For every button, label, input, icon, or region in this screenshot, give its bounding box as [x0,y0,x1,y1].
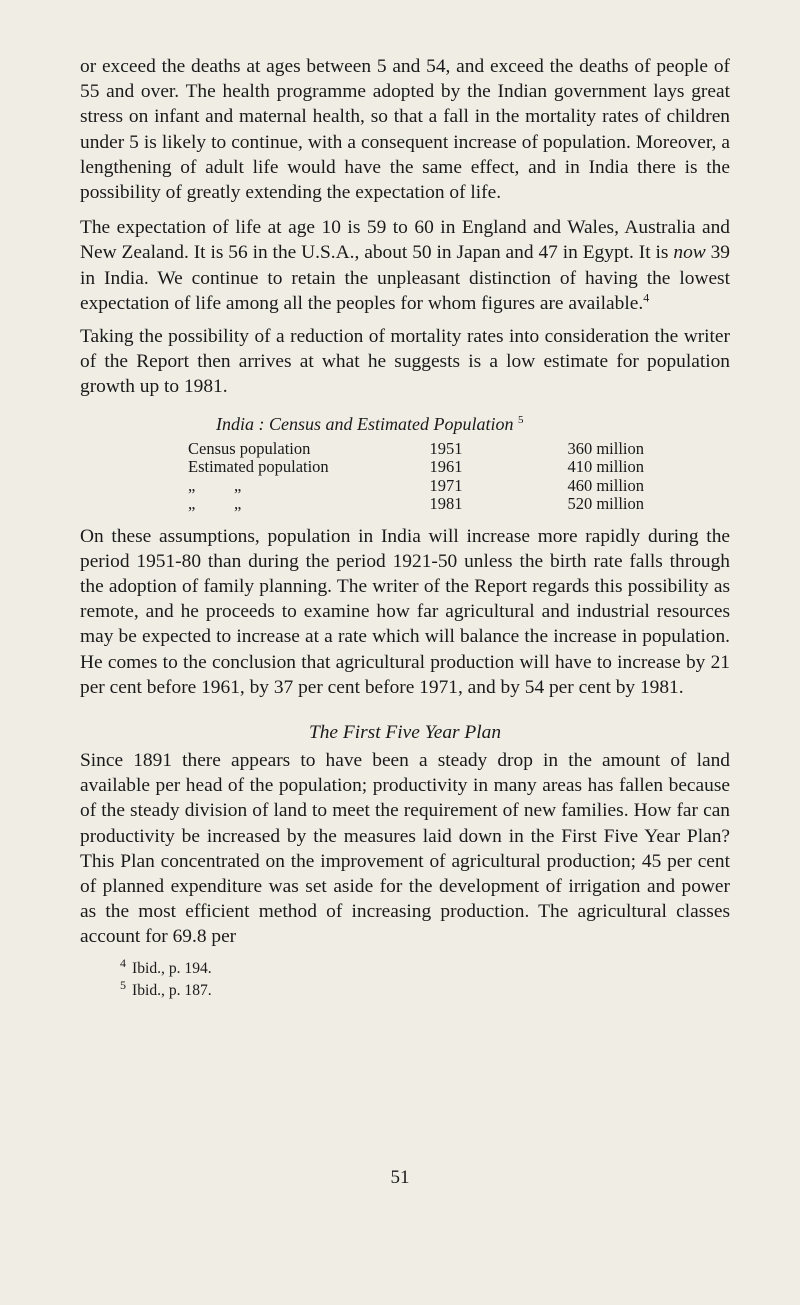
table-row-year: 1971 [429,475,463,495]
paragraph-2 [80,215,730,316]
paragraph-2-text-a: The expectation of life at age 10 is 59 to 60 in England and Wales, Australia and New Zealand. It is 56 in the U.S.A., about 50 in Japan and 47 in Egypt. It is [80,217,730,264]
table-row [80,495,730,514]
ditto-mark: „ [234,494,242,514]
footnote-number: 4 [120,955,126,970]
ditto-mark: „ [188,494,196,514]
table-row-label: Census population [188,438,311,458]
footnotes [80,955,730,1002]
footnote-ref-5: 5 [517,413,524,426]
footnote-number: 5 [120,977,126,992]
footnote-ref-4: 4 [643,290,650,305]
page-number: 51 [390,1167,410,1188]
table-title-text: India : Census and Estimated Population [216,413,514,434]
page-body [80,54,730,1002]
table-row-value: 460 million [567,475,644,495]
paragraph-1: or exceed the deaths at ages between 5 and 54, and exceed the deaths of people of 55 and over. The health programme adopted by the Indian government lays great stress on infant and maternal health, so that a fall in the mortality rates of children under 5 is likely to continue, with a consequent increase of population. Moreover, a lengthening of adult life would have the same effect, and in India there is the possibility of greatly extending the expectation of life. [80,56,730,204]
paragraph-5: Since 1891 there appears to have been a steady drop in the amount of land available per head of the population; productivity in many areas has fallen because of the steady division of land to meet the requirement of new families. How far can productivity be increased by the measures laid down in the First Five Year Plan? This Plan concentrated on the improvement of agricultural production; 45 per cent of planned expenditure was set aside for the development of irrigation and power as the most efficient method of increasing production. The agricultural classes account for 69.8 per [80,750,730,948]
ditto-mark: „ [234,475,242,495]
table-row-year: 1951 [429,438,463,458]
ditto-mark: „ [188,475,196,495]
table-row-label: Estimated population [188,457,329,477]
population-table [80,412,730,514]
table-row-value: 360 million [567,438,644,458]
footnote-item [120,977,730,1002]
footnote-item [120,955,730,980]
table-row-value: 410 million [567,457,644,477]
table-row-year: 1981 [429,494,463,514]
table-row [80,477,730,496]
table-row-year: 1961 [429,457,463,477]
paragraph-4: On these assumptions, population in India will increase more rapidly during the period 1951-80 than during the period 1921-50 unless the birth rate falls through the adoption of family planning. The writer of the Report regards this possibility as remote, and he proceeds to examine how far agricultural and industrial resources may be expected to increase at a rate which will balance the increase in population. He comes to the conclusion that agricultural production will have to increase by 21 per cent before 1961, by 37 per cent before 1971, and by 54 per cent by 1981. [80,525,730,698]
paragraph-3: Taking the possibility of a reduction of mortality rates into consideration the writer of the Report then arrives at what he suggests is a low estimate for population growth up to 1981. [80,326,730,398]
footnote-text: Ibid., p. 194. [132,959,212,977]
table-row-label [80,495,398,514]
table-row-value: 520 million [567,494,644,514]
table-row-label [80,477,398,496]
table-row [80,458,730,477]
footnote-text: Ibid., p. 187. [132,981,212,999]
table-row [80,440,730,459]
paragraph-2-text-b: 39 in India. We continue to retain the unpleasant distinction of having the lowest expectation of life among all the peoples for whom figures are available. [80,242,730,314]
section-title: The First Five Year Plan [308,722,502,744]
paragraph-2-italic: now [673,242,706,264]
table-title [80,412,730,436]
